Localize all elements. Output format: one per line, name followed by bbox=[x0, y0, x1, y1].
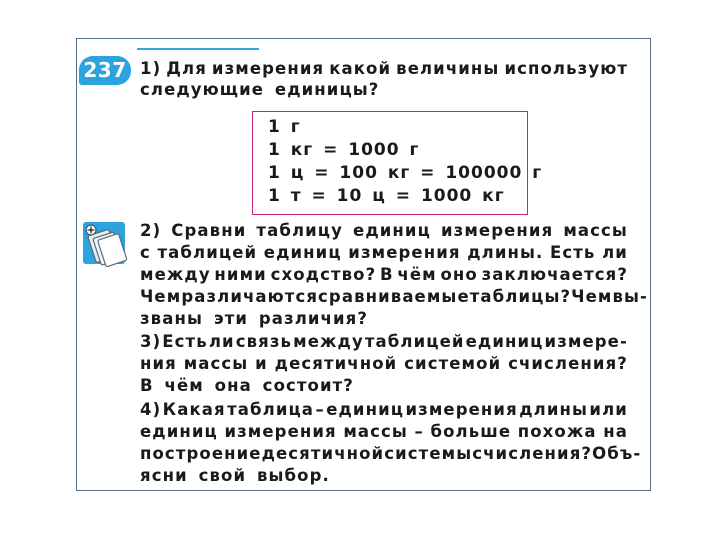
word: длины. bbox=[467, 243, 544, 262]
word: между bbox=[140, 265, 211, 284]
word: между bbox=[293, 332, 364, 351]
word: сравниваемые bbox=[318, 287, 470, 306]
word: счисления? bbox=[508, 354, 628, 373]
q1-line-1 bbox=[140, 59, 628, 79]
word: построение bbox=[140, 444, 262, 463]
word: 2) bbox=[140, 221, 162, 240]
word: 3) bbox=[140, 332, 162, 351]
word: измерения bbox=[440, 221, 554, 240]
word: сходство? bbox=[270, 265, 377, 284]
q4-line-4: ясни свой выбор. bbox=[140, 466, 330, 485]
word: таблицу bbox=[256, 221, 343, 240]
word: единиц bbox=[140, 422, 218, 441]
word: больше bbox=[430, 422, 512, 441]
word: системы bbox=[384, 444, 473, 463]
word: единиц bbox=[263, 243, 342, 262]
q2-line-3 bbox=[140, 265, 628, 285]
word: Есть bbox=[550, 243, 596, 262]
word: 4) bbox=[140, 400, 162, 419]
word: измерения bbox=[405, 400, 518, 419]
cards-icon bbox=[82, 221, 130, 267]
unit-row-centner: 1 ц = 100 кг = 100000 г bbox=[268, 163, 543, 183]
word: длины bbox=[519, 400, 588, 419]
word: Чем bbox=[571, 287, 613, 306]
word: – bbox=[315, 400, 325, 419]
word: таблицей bbox=[364, 332, 465, 351]
word: или bbox=[589, 400, 628, 419]
word: таблицей bbox=[157, 243, 258, 262]
q3-line-3: В чём она состоит? bbox=[140, 376, 354, 395]
word: счисления? bbox=[472, 444, 593, 463]
word: связь bbox=[235, 332, 293, 351]
word: измерения bbox=[224, 422, 337, 441]
unit-row-tonne: 1 т = 10 ц = 1000 кг bbox=[268, 186, 505, 206]
word: массы bbox=[183, 354, 249, 373]
unit-row-kilogram: 1 кг = 1000 г bbox=[268, 140, 420, 160]
word: какой bbox=[329, 59, 392, 78]
word: ними bbox=[214, 265, 267, 284]
word: на bbox=[603, 422, 628, 441]
word: массы bbox=[563, 221, 628, 240]
exercise-number-badge: 237 bbox=[79, 56, 131, 85]
word: таблицы? bbox=[469, 287, 572, 306]
word: используют bbox=[504, 59, 628, 78]
word: единиц bbox=[353, 221, 431, 240]
word: ния bbox=[140, 354, 177, 373]
word: Для bbox=[166, 59, 207, 78]
unit-row-gram: 1 г bbox=[268, 117, 301, 137]
q2-line-2 bbox=[140, 243, 628, 263]
word: десятичной bbox=[274, 354, 398, 373]
q3-line-2 bbox=[140, 354, 628, 374]
header-rule bbox=[137, 48, 259, 50]
word: с bbox=[140, 243, 151, 262]
q4-line-1 bbox=[140, 400, 628, 420]
word: измерения bbox=[211, 59, 325, 78]
q3-line-1 bbox=[140, 332, 628, 352]
q2-line-4 bbox=[140, 287, 648, 307]
word: заключается? bbox=[481, 265, 628, 284]
word: десятичной bbox=[261, 444, 385, 463]
word: Сравни bbox=[171, 221, 247, 240]
word: ли bbox=[208, 332, 235, 351]
word: измере- bbox=[544, 332, 628, 351]
word: Чем bbox=[140, 287, 182, 306]
word: измерения bbox=[348, 243, 461, 262]
word: Объ- bbox=[592, 444, 642, 463]
word: единиц bbox=[326, 400, 405, 419]
q2-line-5: званы эти различия? bbox=[140, 309, 369, 328]
q4-line-2 bbox=[140, 422, 628, 442]
word: таблица bbox=[227, 400, 315, 419]
word: вы- bbox=[612, 287, 648, 306]
word: чём bbox=[397, 265, 437, 284]
word: системой bbox=[404, 354, 502, 373]
q2-line-1 bbox=[140, 221, 628, 241]
word: массы bbox=[343, 422, 408, 441]
q1-line-2: следующие единицы? bbox=[140, 80, 380, 99]
word: 1) bbox=[140, 59, 162, 78]
word: и bbox=[255, 354, 268, 373]
word: различаются bbox=[181, 287, 319, 306]
word: величины bbox=[396, 59, 500, 78]
word: – bbox=[414, 422, 424, 441]
word: Какая bbox=[162, 400, 226, 419]
word: похожа bbox=[517, 422, 597, 441]
word: Есть bbox=[162, 332, 208, 351]
word: оно bbox=[440, 265, 478, 284]
word: единиц bbox=[465, 332, 544, 351]
word: ли bbox=[602, 243, 628, 262]
q4-line-3 bbox=[140, 444, 642, 464]
word: В bbox=[380, 265, 394, 284]
